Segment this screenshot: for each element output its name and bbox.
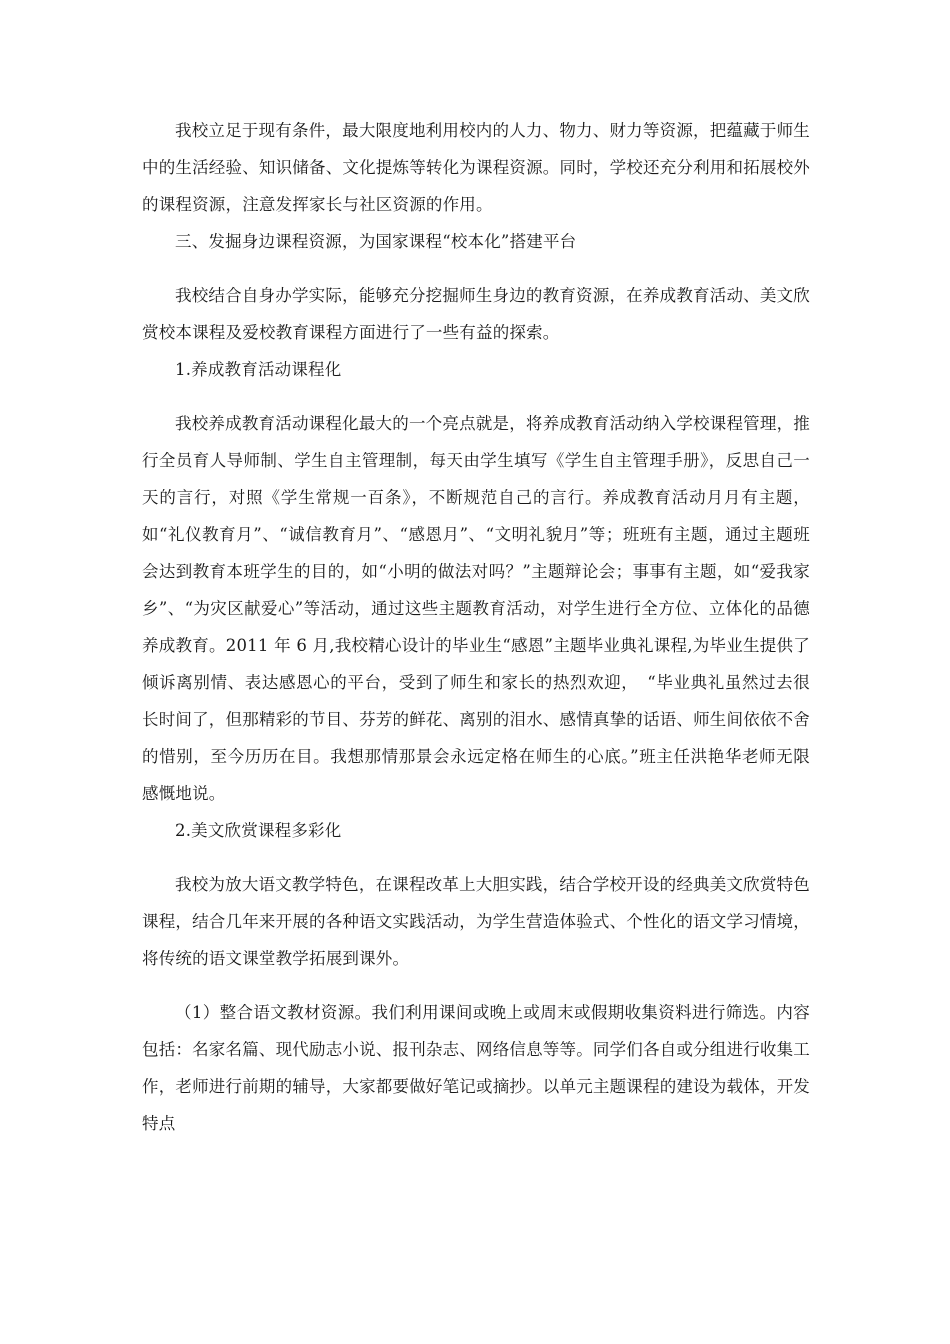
paragraph-habit-education: 我校养成教育活动课程化最大的一个亮点就是，将养成教育活动纳入学校课程管理，推行全员育人导师制、学生自主管理制，每天由学生填写《学生自主管理手册》，反思自己一天的言行，对照《学生常规一百条》，不断规范自己的言行。养成教育活动月月有主题，如“礼仪教育月”、“诚信教育月”、“感恩月”、“文明礼貌月”等；班班有主题，通过主题班会达到教育本班学生的目的，如“小明的做法对吗？”主题辩论会；事事有主题，如“爱我家乡”、“为灾区献爱心”等活动，通过这些主题教育活动，对学生进行全方位、立体化的品德养成教育。2011 年 6 月,我校精心设计的毕业生“感恩”主题毕业典礼课程,为毕业生提供了倾诉离别情、表达感恩心的平台，受到了师生和家长的热烈欢迎， “毕业典礼虽然过去很长时间了，但那精彩的节目、芬芳的鲜花、离别的泪水、感情真挚的话语、师生间依依不舍的惜别，至今历历在目。我想那情那景会永远定格在师生的心底。”班主任洪艳华老师无限感慨地说。 — [142, 414, 810, 803]
paragraph-exploration: 我校结合自身办学实际，能够充分挖掘师生身边的教育资源，在养成教育活动、美文欣赏校本课程及爱校教育课程方面进行了一些有益的探索。 — [142, 286, 810, 342]
paragraph-integrate-materials: （1）整合语文教材资源。我们利用课间或晚上或周末或假期收集资料进行筛选。内容包括：名家名篇、现代励志小说、报刊杂志、网络信息等等。同学们各自或分组进行收集工作，老师进行前期的辅导，大家都要做好笔记或摘抄。以单元主题课程的建设为载体，开发特点 — [142, 1003, 810, 1133]
section-heading-three: 三、发掘身边课程资源，为国家课程“校本化”搭建平台 — [175, 232, 577, 251]
subheading-habit-education: 1.养成教育活动课程化 — [175, 360, 342, 379]
document-body — [142, 112, 810, 1142]
subheading-essay-appreciation: 2.美文欣赏课程多彩化 — [175, 821, 342, 840]
paragraph-resources: 我校立足于现有条件，最大限度地利用校内的人力、物力、财力等资源，把蕴藏于师生中的生活经验、知识储备、文化提炼等转化为课程资源。同时，学校还充分利用和拓展校外的课程资源，注意发挥家长与社区资源的作用。 — [142, 121, 810, 214]
paragraph-essay-appreciation: 我校为放大语文教学特色，在课程改革上大胆实践，结合学校开设的经典美文欣赏特色课程，结合几年来开展的各种语文实践活动，为学生营造体验式、个性化的语文学习情境，将传统的语文课堂教学拓展到课外。 — [142, 875, 810, 968]
